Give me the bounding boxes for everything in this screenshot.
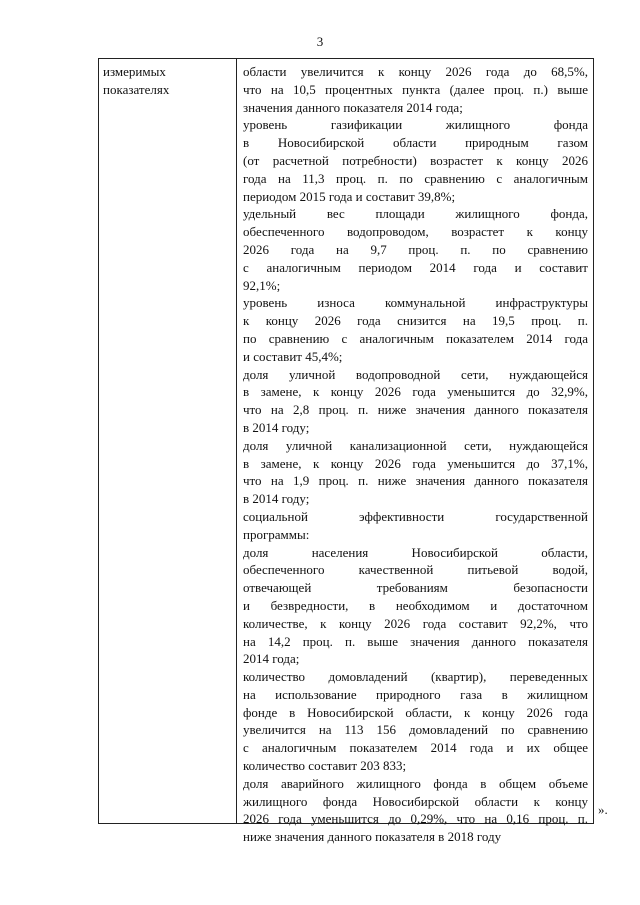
text-line: с аналогичным показателем 2014 года и их общее	[243, 740, 588, 756]
text-line: что на 10,5 процентных пункта (далее проц. п.) выше	[243, 81, 588, 97]
text-line: в замене, к концу 2026 года уменьшится до 32,9%,	[243, 384, 588, 400]
text-line: социальной эффективности государственной	[243, 508, 588, 524]
text-line: в Новосибирской области природным газом	[243, 135, 588, 151]
label-line: показателях	[103, 81, 170, 97]
text-line: доля уличной водопроводной сети, нуждающейся	[243, 366, 588, 382]
text-line: в замене, к концу 2026 года уменьшится до 37,1%,	[243, 455, 588, 471]
text-line: к концу 2026 года снизится на 19,5 проц. п.	[243, 313, 588, 329]
text-line: количество составит 203 833;	[243, 758, 407, 774]
text-line: что на 1,9 проц. п. ниже значения данного показателя	[243, 473, 588, 489]
text-line: в 2014 году;	[243, 491, 310, 507]
text-line: программы:	[243, 526, 310, 542]
text-line: доля аварийного жилищного фонда в общем объеме	[243, 775, 588, 791]
text-line: доля уличной канализационной сети, нуждающейся	[243, 437, 588, 453]
text-line: количестве, к концу 2026 года составит 92,2%, что	[243, 615, 588, 631]
text-line: и составит 45,4%;	[243, 348, 343, 364]
text-line: на 14,2 проц. п. выше значения данного показателя	[243, 633, 588, 649]
text-line: обеспеченного водопроводом, возрастет к концу	[243, 224, 588, 240]
text-line: доля населения Новосибирской области,	[243, 544, 588, 560]
page-number: 3	[316, 34, 324, 49]
text-line: 2026 года уменьшится до 0,29%, что на 0,16 проц. п.	[243, 811, 588, 827]
text-line: удельный вес площади жилищного фонда,	[243, 206, 588, 222]
indicators-table	[98, 58, 594, 845]
text-line: года на 11,3 проц. п. по сравнению с аналогичным	[243, 170, 588, 186]
table-cell-content	[243, 63, 588, 846]
text-line: на использование природного газа в жилищном	[243, 686, 588, 702]
text-line: в 2014 году;	[243, 419, 310, 435]
text-line: 2026 года на 9,7 проц. п. по сравнению	[243, 241, 588, 257]
text-line: количество домовладений (квартир), переведенных	[243, 669, 588, 685]
table-cell-label	[103, 63, 231, 99]
text-line: с аналогичным периодом 2014 года и составит	[243, 259, 588, 275]
text-line: ниже значения данного показателя в 2018 году	[243, 829, 502, 845]
text-line: увеличится на 113 156 домовладений по сравнению	[243, 722, 588, 738]
text-line: 2014 года;	[243, 651, 300, 667]
text-line: области увеличится к концу 2026 года до 68,5%,	[243, 64, 588, 79]
text-line: что на 2,8 проц. п. ниже значения данного показателя	[243, 402, 588, 418]
column-divider	[236, 59, 237, 823]
text-line: значения данного показателя 2014 года;	[243, 99, 463, 115]
text-line: 92,1%;	[243, 277, 281, 293]
text-line: уровень газификации жилищного фонда	[243, 117, 588, 133]
text-line: (от расчетной потребности) возрастет к концу 2026	[243, 152, 588, 168]
text-line: жилищного фонда Новосибирской области к концу	[243, 793, 588, 809]
text-line: уровень износа коммунальной инфраструктуры	[243, 295, 588, 311]
text-line: обеспеченного качественной питьевой водой,	[243, 562, 588, 578]
text-line: периодом 2015 года и составит 39,8%;	[243, 188, 456, 204]
text-line: фонде в Новосибирской области, к концу 2026 года	[243, 704, 588, 720]
text-line: и безвредности, в необходимом и достаточном	[243, 597, 588, 613]
text-line: по сравнению с аналогичным показателем 2014 года	[243, 330, 588, 346]
label-line: измеримых	[103, 64, 166, 79]
closing-quote-mark: ».	[598, 802, 608, 817]
text-line: отвечающей требованиям безопасности	[243, 580, 588, 596]
